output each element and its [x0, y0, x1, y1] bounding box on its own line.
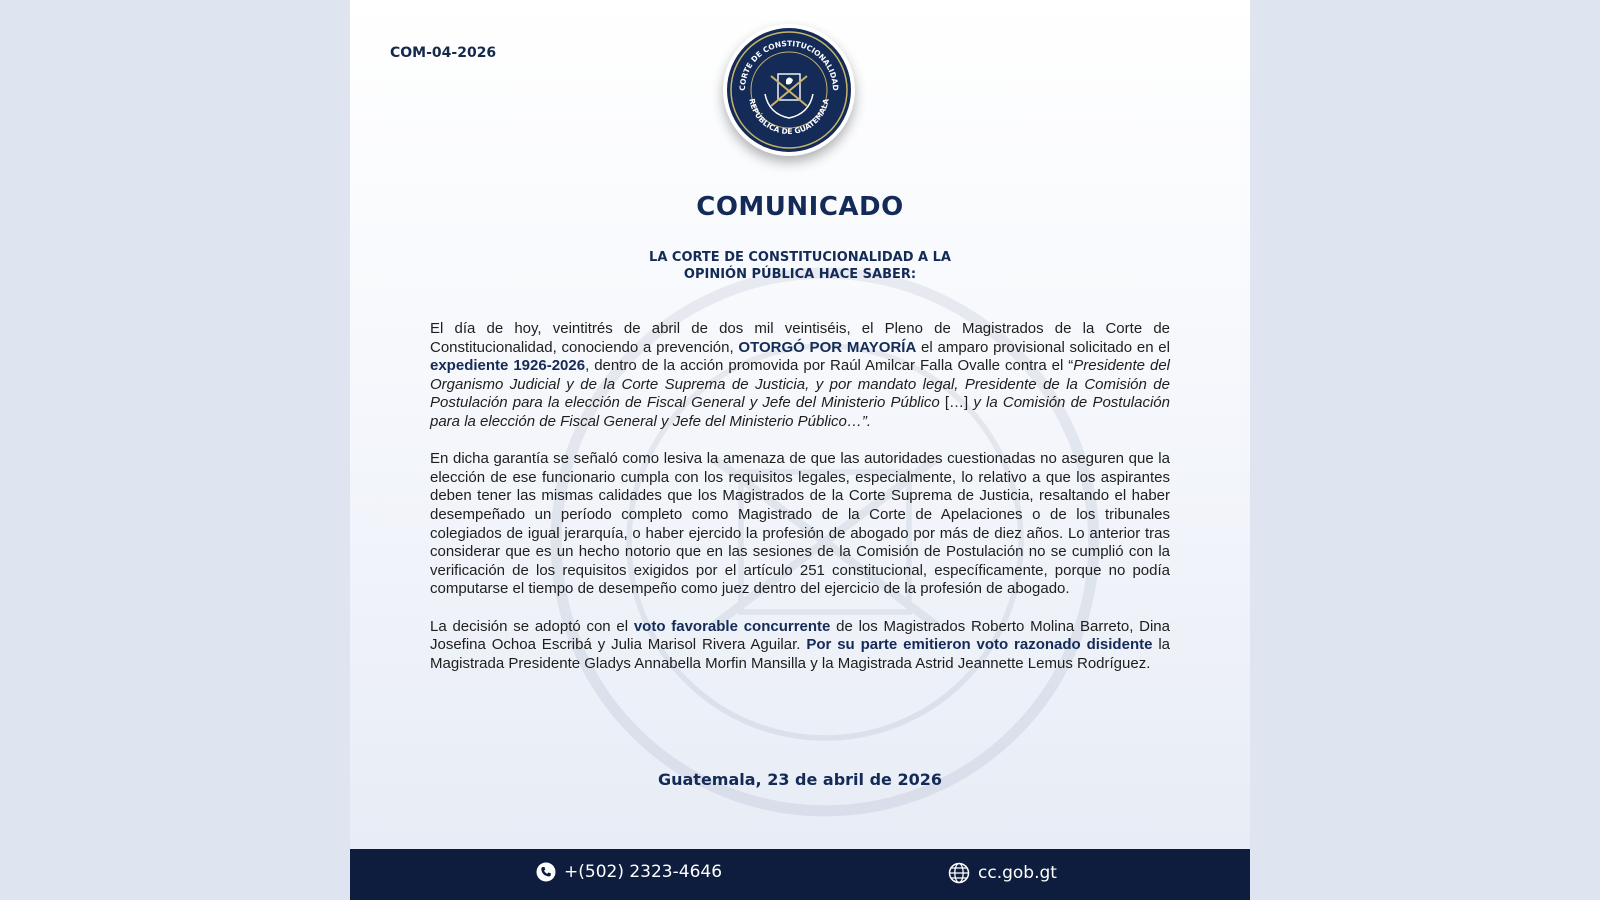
subtitle-line-1: LA CORTE DE CONSTITUCIONALIDAD A LA — [649, 250, 951, 265]
quoted-authority: y la Comisión de Postulación para la elección de Fiscal General y Jefe del Ministerio Público…”. — [430, 394, 1170, 430]
footer-bar — [350, 849, 1250, 900]
phone-contact[interactable] — [536, 862, 722, 882]
concurring-vote-highlight: voto favorable concurrente — [633, 617, 831, 635]
dissenting-vote-highlight: Por su parte emitieron voto razonado disidente — [806, 636, 1153, 654]
paragraph-1-text: el amparo provisional solicitado en el — [916, 338, 1170, 356]
website-link[interactable] — [948, 862, 1057, 884]
paragraph-3-text: de los Magistrados Roberto Molina Barreto, Dina Josefina Ochoa Escribá y Julia Marisol Rivera Aguilar. — [430, 617, 1170, 654]
paragraph-3 — [430, 618, 1170, 674]
svg-text:CORTE DE CONSTITUCIONALIDAD: CORTE DE CONSTITUCIONALIDAD — [737, 38, 841, 91]
globe-icon — [948, 862, 970, 884]
dateline: Guatemala, 23 de abril de 2026 — [657, 770, 942, 789]
phone-number: +(502) 2323-4646 — [564, 862, 723, 882]
page-title: COMUNICADO — [696, 192, 904, 222]
paragraph-1-text: , dentro de la acción promovida por Raúl Amilcar Falla Ovalle contra el “ — [585, 357, 1074, 375]
decision-highlight: OTORGÓ POR MAYORÍA — [738, 338, 917, 356]
phone-icon — [536, 862, 556, 882]
svg-text:REPÚBLICA DE GUATEMALA: REPÚBLICA DE GUATEMALA — [747, 97, 831, 137]
case-number: expediente 1926-2026 — [430, 357, 586, 375]
document-code: COM-04-2026 — [390, 45, 497, 61]
website-url: cc.gob.gt — [978, 863, 1057, 883]
page-subtitle — [350, 249, 1250, 283]
paragraph-1-text: El día de hoy, veintitrés de abril de dos mil veintiséis, el Pleno de Magistrados de la Corte de Constitucionalidad, conociendo a prevención, — [430, 320, 1170, 356]
paragraph-1-text: […] — [939, 394, 974, 412]
paragraph-1 — [430, 320, 1170, 432]
quoted-authority: Presidente del Organismo Judicial y de la Corte Suprema de Justicia, y por mandato legal, Presidente de la Comisión de Postulación para la elección de Fiscal General y Jefe del Ministerio Público — [430, 357, 1170, 412]
paragraph-3-text: la Magistrada Presidente Gladys Annabella Morfin Mansilla y la Magistrada Astrid Jeannette Lemus Rodríguez. — [430, 636, 1171, 672]
communique-body — [430, 320, 1170, 692]
seal-icon — [723, 24, 855, 156]
communique-page — [350, 0, 1250, 900]
subtitle-line-2: OPINIÓN PÚBLICA HACE SABER: — [683, 267, 917, 282]
paragraph-3-text: La decisión se adoptó con el — [430, 617, 634, 635]
paragraph-2: En dicha garantía se señaló como lesiva la amenaza de que las autoridades cuestionadas no aseguren que la elección de ese funcionario cumpla con los requisitos legales, especialmente, lo relativo a que los aspirantes deben tener las mismas calidades que los Magistrados de la Corte Suprema de Justicia, resaltando el haber desempeñado un período completo como Magistrado de la Corte de Apelaciones o de los tribunales colegiados de igual jerarquía, o haber ejercido la profesión de abogado por más de diez años. Lo anterior tras considerar que es un hecho notorio que en las sesiones de la Comisión de Postulación no se cumplió con la verificación de los requisitos exigidos por el artículo 251 constitucional, específicamente, porque no podía computarse el tiempo de desempeño como juez dentro del ejercicio de la profesión de abogado. — [430, 450, 1170, 598]
court-seal-logo — [723, 24, 855, 156]
